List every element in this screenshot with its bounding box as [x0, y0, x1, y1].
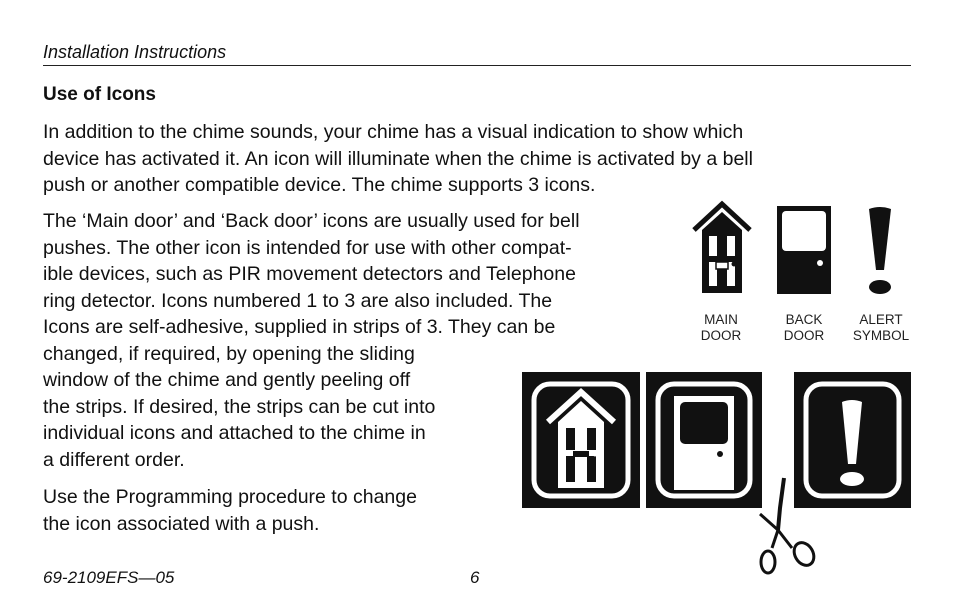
text-line: ring detector. Icons numbered 1 to 3 are also included. The: [43, 289, 553, 312]
document-number: 69-2109EFS—05: [43, 568, 175, 587]
text-line: Icons are self-adhesive, supplied in strips of 3. They can be: [43, 316, 556, 338]
text-line: The ‘Main door’ and ‘Back door’ icons are usually used for bell: [43, 210, 580, 232]
text-line: push or another compatible device. The chime supports 3 icons.: [43, 174, 596, 196]
icon-label-main-door: MAIN DOOR: [700, 312, 742, 343]
icon-label-alert-symbol: ALERT SYMBOL: [852, 312, 910, 343]
sticker-main-door: [522, 372, 640, 508]
text-line: a different order.: [43, 448, 185, 471]
text-line: pushes. The other icon is intended for use with other compat-: [43, 236, 572, 259]
scissors-icon: [752, 478, 822, 578]
paragraph-intro: [43, 119, 903, 199]
alert-symbol-icon: [862, 205, 898, 297]
text-line: individual icons and attached to the chime in: [43, 422, 426, 444]
text-line: Use the Programming procedure to change: [43, 486, 417, 508]
back-door-icon: [776, 205, 832, 295]
text-line: ible devices, such as PIR movement detectors and Telephone: [43, 263, 576, 285]
main-door-icon: [690, 200, 754, 296]
text-line: the strips. If desired, the strips can be cut into: [43, 395, 436, 418]
paragraph-icon-usage: [43, 208, 580, 473]
text-line: window of the chime and gently peeling off: [43, 369, 411, 391]
text-line: changed, if required, by opening the sliding: [43, 342, 415, 365]
running-header: Installation Instructions: [43, 41, 911, 66]
text-line: device has activated it. An icon will illuminate when the chime is activated by a bell: [43, 147, 753, 170]
sticker-back-door: [646, 372, 762, 508]
text-line: the icon associated with a push.: [43, 512, 320, 535]
text-line: In addition to the chime sounds, your chime has a visual indication to show which: [43, 121, 744, 143]
page-number: 6: [470, 568, 480, 587]
icon-label-back-door: BACK DOOR: [783, 312, 825, 343]
section-title: Use of Icons: [43, 84, 156, 105]
paragraph-programming: [43, 484, 417, 537]
